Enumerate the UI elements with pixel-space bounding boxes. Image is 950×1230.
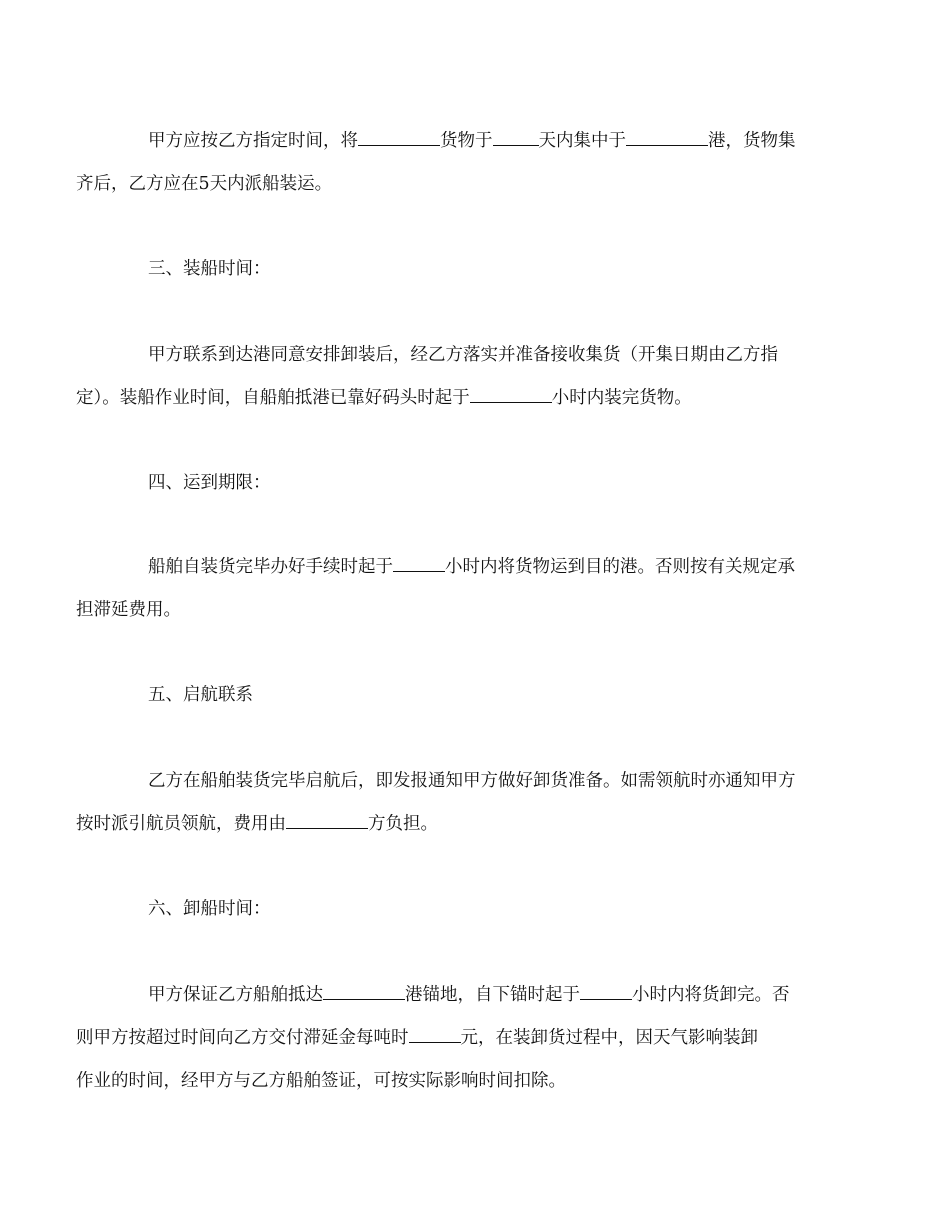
paragraph-loading-time (76, 334, 840, 420)
fill-in-blank (286, 813, 368, 829)
section-heading: 四、运到期限： (148, 473, 271, 493)
section-heading: 五、启航联系 (148, 685, 253, 705)
text-run: 天内集中于 (538, 131, 626, 151)
fill-in-blank (323, 984, 405, 1000)
fill-in-blank (493, 130, 539, 146)
text-run: 小时内装完货物。 (551, 388, 692, 408)
text-run: 元，在装卸货过程中，因天气影响装卸 (460, 1028, 758, 1048)
text-run: 船舶自装货完毕办好手续时起于 (148, 557, 393, 577)
text-run: 定）。装船作业时间，自船舶抵港已靠好码头时起于 (76, 388, 470, 408)
text-run: 方负担。 (368, 814, 438, 834)
paragraph-delivery-period (76, 546, 840, 632)
fill-in-blank (626, 130, 708, 146)
fill-in-blank (580, 984, 632, 1000)
text-run: 港锚地，自下锚时起于 (405, 985, 580, 1005)
fill-in-blank (409, 1027, 461, 1043)
paragraph-text (76, 974, 840, 1103)
fill-in-blank (470, 387, 552, 403)
paragraph-unloading-time (76, 974, 840, 1103)
text-run: 港，货物集 (708, 131, 796, 151)
section-heading-delivery-period (112, 462, 840, 505)
section-heading: 三、装船时间： (148, 259, 271, 279)
section-heading-loading-time (112, 248, 840, 291)
text-run: 按时派引航员领航，费用由 (76, 814, 286, 834)
text-run: 作业的时间，经甲方与乙方船舶签证，可按实际影响时间扣除。 (76, 1071, 566, 1091)
text-run: 甲方保证乙方船舶抵达 (148, 985, 323, 1005)
paragraph-text (76, 760, 840, 846)
section-heading-unloading-time (112, 888, 840, 931)
text-run: 担滞延费用。 (76, 600, 181, 620)
text-run: 则甲方按超过时间向乙方交付滞延金每吨时 (76, 1028, 409, 1048)
section-heading-sailing-contact (112, 674, 840, 717)
text-run: 乙方在船舶装货完毕启航后，即发报通知甲方做好卸货准备。如需领航时亦通知甲方 (148, 771, 796, 791)
paragraph-text (76, 546, 840, 632)
paragraph-text (76, 334, 840, 420)
text-run: 甲方联系到达港同意安排卸装后，经乙方落实并准备接收集货（开集日期由乙方指 (148, 345, 778, 365)
fill-in-blank (358, 130, 440, 146)
text-run: 甲方应按乙方指定时间，将 (148, 131, 358, 151)
text-run: 小时内将货卸完。否 (632, 985, 790, 1005)
paragraph-sailing-contact (76, 760, 840, 846)
section-heading: 六、卸船时间： (148, 899, 271, 919)
paragraph-cargo-collection (76, 120, 840, 206)
fill-in-blank (393, 556, 445, 572)
text-run: 小时内将货物运到目的港。否则按有关规定承 (445, 557, 795, 577)
text-run: 货物于 (440, 131, 493, 151)
paragraph-text (76, 120, 840, 206)
text-run: 齐后，乙方应在5天内派船装运。 (76, 174, 333, 194)
